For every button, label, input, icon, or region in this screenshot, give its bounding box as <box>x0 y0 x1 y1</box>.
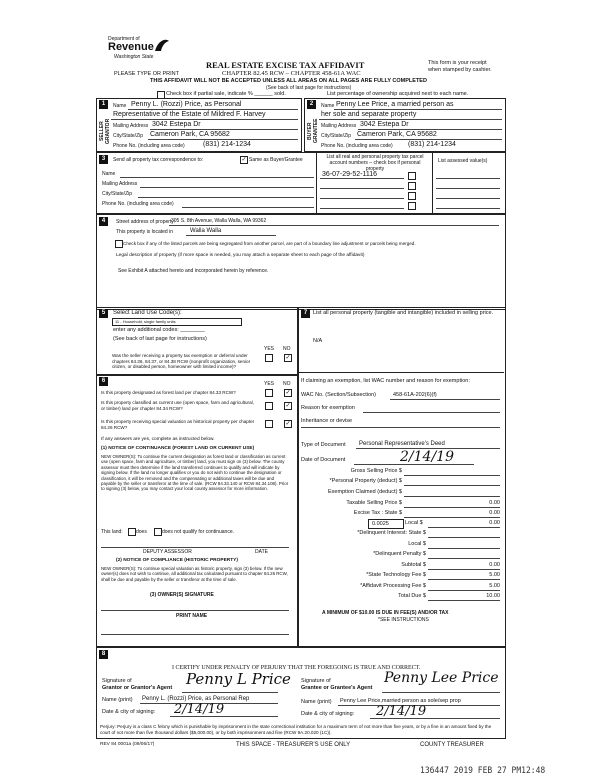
q3-yes-checkbox[interactable] <box>265 420 273 428</box>
current-use-question: Is this property classified as current use (open space, farm and agricultural, or timber) land per chapter 84.34 RCW? <box>101 400 254 411</box>
section-5-number: 5 <box>99 309 108 318</box>
see-back-text: (See back of last page for instructions) <box>266 85 352 91</box>
wac-label: WAC No. (Section/Subsection) <box>301 392 376 398</box>
doc-date-label: Date of Document <box>301 457 346 463</box>
s5-yes-checkbox[interactable] <box>265 354 273 362</box>
q2-no-checkbox[interactable]: ✓ <box>285 403 291 409</box>
form-number: REV 84 0001a (09/06/17) <box>100 742 155 747</box>
partial-sale-label: Check box if partial sale, indicate % ______ sold. <box>166 91 286 97</box>
seller-name-value2[interactable]: Representative of the Estate of Mildred F. Harvey <box>113 111 266 118</box>
s3-phone-label: Phone No. (including area code) <box>102 201 174 207</box>
grantee-date-label: Date & city of signing: <box>301 711 355 717</box>
subtotal-label: Subtotal $ <box>401 562 426 568</box>
s3-mailing-label: Mailing Address <box>102 181 138 187</box>
continuance-body: NEW OWNER(S): To continue the current designation as forest land or classification as current use (open space, farm and agriculture, or timber) land, you must sign on (3) below. The county assessor must then determine if the land transferred continues to qualify and will indicate by signing below. If the land no longer qualifies or you do not wish to continue the designation or classification, it will be removed and the compensating or additional taxes will be due and payable by the seller or transferor at the time of sale. (RCW 84.33.140 or RCW 84.34.108). Prior to signing (3) below, you may contact your local county assessor for more information. <box>101 454 289 492</box>
parcel-header: List all real and personal property tax parcel account numbers – check box if personal property <box>326 154 424 172</box>
this-land-label: This land: <box>101 529 123 535</box>
personal-prop-label: List all personal property (tangible and intangible) included in selling price. <box>313 310 494 316</box>
grantor-signature[interactable]: Penny L Price <box>186 670 291 688</box>
seller-side-label: SELLER GRANTOR <box>99 118 111 144</box>
taxable-label: Taxable Selling Price $ <box>346 500 402 506</box>
grantee-agent-label: Grantee or Grantee's Agent <box>301 685 373 691</box>
historic-title: (2) NOTICE OF COMPLIANCE (HISTORIC PROPERTY) <box>116 558 238 563</box>
q1-yes-checkbox[interactable] <box>265 389 273 397</box>
q3-no-checkbox[interactable]: ✓ <box>285 421 291 427</box>
list-pct-label: List percentage of ownership acquired next to each name. <box>327 91 469 97</box>
subtotal-value[interactable]: 0.00 <box>489 562 500 568</box>
see-back-5: (See back of last page for instructions) <box>113 336 207 342</box>
section-7-number: 7 <box>301 309 310 318</box>
legal-value[interactable]: See Exhibit A attached hereto and incorporated herein by reference. <box>118 268 269 274</box>
doc-type-value[interactable]: Personal Representative's Deed <box>359 441 445 447</box>
revenue-text: Revenue <box>108 41 154 53</box>
form-title: REAL ESTATE EXCISE TAX AFFIDAVIT <box>206 60 365 70</box>
seller-name-label: Name <box>113 103 127 109</box>
delinq-penalty-label: *Delinquent Penalty $ <box>373 551 426 557</box>
certify-text: I CERTIFY UNDER PENALTY OF PERJURY THAT THE FOREGOING IS TRUE AND CORRECT. <box>172 665 421 671</box>
local-tax-value[interactable]: 0.00 <box>489 520 500 526</box>
gross-label: Gross Selling Price $ <box>350 468 402 474</box>
segregated-label: Check box if any of the listed parcels are being segregated from another parcel, are part of a boundary line adjustment or parcels being merged. <box>123 241 416 246</box>
enter-any-codes: enter any additional codes: ________ <box>113 327 205 333</box>
s5-yes-label: YES <box>264 346 275 352</box>
legal-label: Legal description of property (if more space is needed, you may attach a separate sheet to each page of the affidavit) <box>116 253 365 258</box>
seller-city-value[interactable]: Cameron Park, CA 95682 <box>150 131 230 138</box>
deputy-date-label: DATE <box>255 549 268 555</box>
select-land-use-label: Select Land Use Code(s): <box>113 310 182 316</box>
seller-mailing-label: Mailing Address <box>113 123 149 129</box>
received-stamp: 136447 2019 FEB 27 PM12:48 <box>420 765 546 776</box>
buyer-mailing-label: Mailing Address <box>321 123 357 129</box>
located-label: This property is located in <box>116 229 173 235</box>
grantor-agent-label: Grantor or Grantor's Agent <box>102 685 173 691</box>
wac-value[interactable]: 458-61A-202(6)(f) <box>393 392 437 398</box>
parcel-1-checkbox[interactable] <box>408 172 416 180</box>
grantor-date-label: Date & city of signing: <box>102 709 156 715</box>
street-label: Street address of property: <box>116 219 176 225</box>
continuance-title: (1) NOTICE OF CONTINUANCE (FOREST LAND OR CURRENT USE) <box>101 446 255 451</box>
q1-no-checkbox[interactable]: ✓ <box>285 390 291 396</box>
grantee-date-value[interactable]: 2/14/19 <box>376 704 427 719</box>
tech-fee-value[interactable]: 5.00 <box>489 572 500 578</box>
state-tax-value[interactable]: 0.00 <box>489 510 500 516</box>
total-due-label: Total Due $ <box>398 593 426 599</box>
state-tax-label: Excise Tax : State $ <box>353 510 402 516</box>
grantee-signature[interactable]: Penny Lee Price <box>384 670 499 686</box>
street-value[interactable]: 305 S. 8th Avenue, Walla Walla, WA 99362 <box>171 218 267 224</box>
seller-mailing-value[interactable]: 3042 Estepa Dr <box>152 121 201 128</box>
section-8-number: 8 <box>99 650 108 659</box>
s3-name-label: Name <box>102 171 116 177</box>
section-4-number: 4 <box>99 217 108 226</box>
reason-label: Reason for exemption <box>301 405 355 411</box>
land-use-select[interactable] <box>112 318 242 326</box>
see-instructions: *SEE INSTRUCTIONS <box>378 617 429 623</box>
doc-type-label: Type of Document <box>301 442 346 448</box>
tech-fee-label: *State Technology Fee $ <box>366 572 426 578</box>
buyer-name-label: Name <box>321 103 335 109</box>
buyer-city-value[interactable]: Cameron Park, CA 95682 <box>357 131 437 138</box>
print-name-label: PRINT NAME <box>176 613 208 619</box>
grantee-name-label: Name (print) <box>301 699 332 705</box>
buyer-phone-value[interactable]: (831) 214-1234 <box>408 141 456 148</box>
s5-no-checkbox[interactable]: ✓ <box>285 355 291 361</box>
minimum-note: A MINIMUM OF $10.00 IS DUE IN FEE(S) AND/OR TAX <box>322 610 449 616</box>
same-as-buyer-label: Same as Buyer/Grantee <box>249 157 303 163</box>
notice-text: THIS AFFIDAVIT WILL NOT BE ACCEPTED UNLESS ALL AREAS ON ALL PAGES ARE FULLY COMPLETED <box>150 78 427 84</box>
taxable-value[interactable]: 0.00 <box>489 500 500 506</box>
s3-city-label: City/State/Zip <box>102 191 133 197</box>
parcel-2-checkbox[interactable] <box>408 182 416 190</box>
section-1-number: 1 <box>99 100 108 109</box>
does-checkbox[interactable] <box>128 528 136 536</box>
receipt-note: This form is your receipt when stamped by cashier. <box>428 60 492 73</box>
personal-prop-value[interactable]: N/A <box>313 338 323 344</box>
seller-city-label: City/State/Zip <box>113 133 144 139</box>
personal-deduct-label: *Personal Property (deduct) $ <box>329 478 402 484</box>
local-rate-value: 0.0025 <box>372 521 389 527</box>
same-as-buyer-checkbox[interactable]: ✓ <box>241 157 247 163</box>
grantor-name-value[interactable]: Penny L. (Rozzi) Price, as Personal Rep <box>142 696 250 702</box>
segregated-checkbox[interactable] <box>115 240 123 248</box>
if-yes-text: If any answers are yes, complete as instructed below. <box>101 437 215 442</box>
perjury-text: Perjury: Perjury is a class C felony which is punishable by imprisonment in the state correctional institution for a maximum term of not more than five years, or by a fine in an amount fixed by the court of not more than five thousand dollars ($5,000.00), or by both imprisonment and fine (RCW 9A.20.020 (1C)). <box>100 724 492 735</box>
q2-yes-checkbox[interactable] <box>265 402 273 410</box>
buyer-phone-label: Phone No. (including area code) <box>321 143 393 149</box>
parcel-3-checkbox[interactable] <box>408 192 416 200</box>
delinq-local-label: Local $ <box>408 541 426 547</box>
section-2-number: 2 <box>307 100 316 109</box>
grantor-sig-label: Signature of <box>102 678 132 684</box>
treasurer-use-only: THIS SPACE - TREASURER'S USE ONLY <box>236 742 351 748</box>
section-6-box <box>96 375 298 647</box>
buyer-mailing-value[interactable]: 3042 Estepa Dr <box>360 121 409 128</box>
affidavit-fee-value[interactable]: 5.00 <box>489 583 500 589</box>
grantee-sig-label: Signature of <box>301 678 331 684</box>
buyer-city-label: City/State/Zip <box>321 133 352 139</box>
historic-body: NEW OWNER(S): To continue special valuation as historic property, sign (3) below. If the new owner(s) does not wish to continue, all additional tax calculated pursuant to chapter 84.26 RCW, shall be due and payable by the seller or transferor at the time of sale. <box>101 566 288 582</box>
section-3-number: 3 <box>99 155 108 164</box>
section-6-number: 6 <box>99 377 108 386</box>
located-value[interactable]: Walla Walla <box>190 228 222 234</box>
forest-question: Is this property designated as forest land per chapter 84.33 RCW? <box>101 390 236 395</box>
please-type: PLEASE TYPE OR PRINT <box>114 71 180 77</box>
does-not-label: does not qualify for continuance. <box>162 529 234 535</box>
does-label: does <box>136 529 147 535</box>
reason-value[interactable]: Inheritance or devise <box>301 418 353 424</box>
exemption-question: Was the seller receiving a property tax exemption or deferral under chapters 84.36, 84.37, or 84.38 RCW (nonprofit organization, senior citizen, or disabled person, homeowner with limited income)? <box>112 353 251 370</box>
historic-question: Is this property receiving special valuation as historical property per chapter 84.26 RCW? <box>101 419 255 430</box>
parcel-1-value[interactable]: 36-07-29-52-1116 <box>322 171 378 178</box>
dor-logo <box>108 36 178 68</box>
seller-phone-value[interactable]: (831) 214-1234 <box>203 141 251 148</box>
dept-of-text: Department of <box>108 36 140 42</box>
doc-date-value[interactable]: 2/14/19 <box>400 449 454 465</box>
does-not-checkbox[interactable] <box>154 528 162 536</box>
local-rate-box[interactable] <box>368 519 404 529</box>
s6-no-label: NO <box>283 381 291 387</box>
s6-yes-label: YES <box>264 381 275 387</box>
buyer-name-value[interactable]: Penny Lee Price, a married person as <box>336 101 454 108</box>
total-due-value[interactable]: 10.00 <box>486 593 500 599</box>
form-subtitle: CHAPTER 82.45 RCW – CHAPTER 458-61A WAC <box>222 70 361 77</box>
seller-phone-label: Phone No. (including area code) <box>113 143 185 149</box>
washington-text: Washington State <box>114 54 154 60</box>
county-treasurer: COUNTY TREASURER <box>420 742 484 748</box>
wa-seal-icon <box>154 38 170 52</box>
exemption-deduct-label: Exemption Claimed (deduct) $ <box>328 489 402 495</box>
owner-sig-label: (3) OWNER(S) SIGNATURE <box>150 592 214 598</box>
grantor-name-label: Name (print) <box>102 697 133 703</box>
local-tax-label: Local $ <box>405 520 423 526</box>
buyer-side-label: BUYER GRANTEE <box>307 118 319 144</box>
delinq-state-label: *Delinquent Interest: State $ <box>357 530 426 536</box>
assessed-header: List assessed value(s) <box>438 158 488 164</box>
send-to-label: Send all property tax correspondence to: <box>113 157 204 163</box>
grantor-date-value[interactable]: 2/14/19 <box>174 702 225 717</box>
land-use-select-value: 11 - Household, single family units <box>115 319 176 324</box>
affidavit-fee-label: *Affidavit Processing Fee $ <box>360 583 426 589</box>
s5-no-label: NO <box>283 346 291 352</box>
claim-exemption-label: If claiming an exemption, list WAC number and reason for exemption: <box>301 378 470 384</box>
grantee-name-value[interactable]: Penny Lee Price,married person as sole/sep prop <box>340 698 461 704</box>
seller-name-value[interactable]: Penny L. (Rozzi) Price, as Personal <box>131 101 242 108</box>
buyer-name-value2[interactable]: her sole and separate property <box>321 111 417 118</box>
parcel-4-checkbox[interactable] <box>408 202 416 210</box>
deputy-assessor-label: DEPUTY ASSESSOR <box>143 549 192 555</box>
